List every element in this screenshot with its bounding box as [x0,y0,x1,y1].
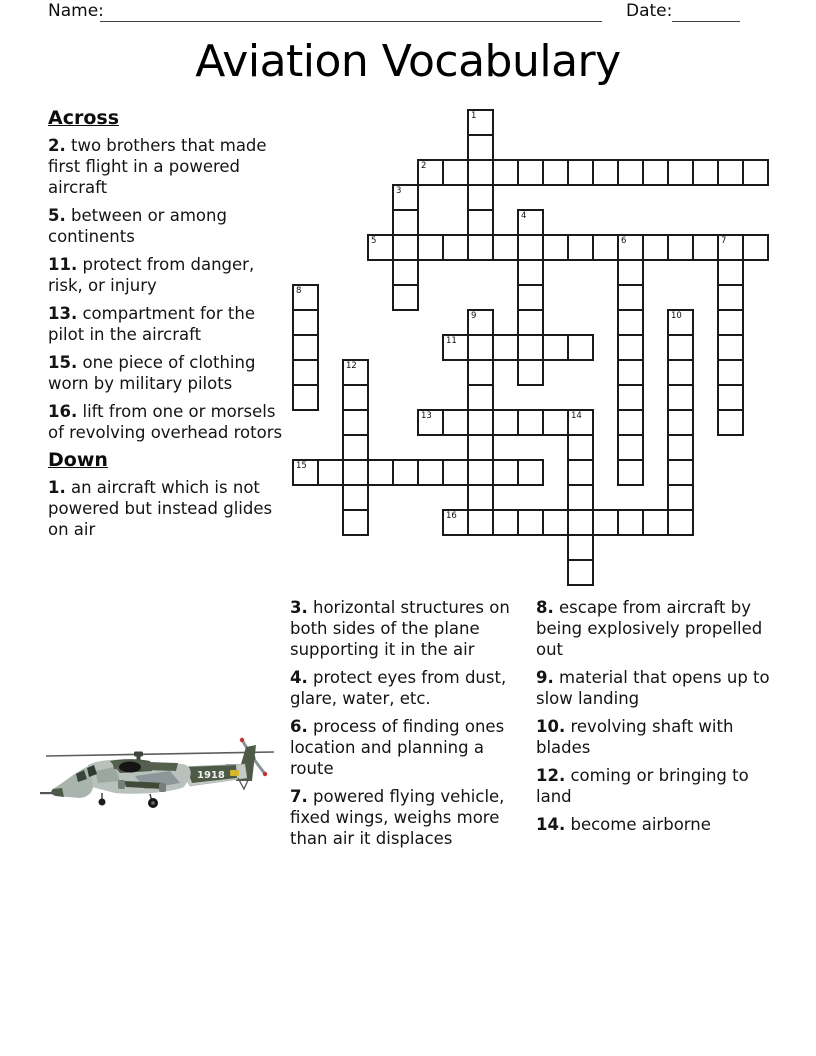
page-title: Aviation Vocabulary [195,36,621,87]
grid-cell[interactable] [717,384,744,411]
grid-cell[interactable] [492,334,519,361]
grid-cell[interactable] [517,334,544,361]
clue-down-6: 6. process of finding ones location and planning a route [290,717,505,778]
main-rotor [46,752,274,756]
grid-cell[interactable] [617,259,644,286]
clue-across-13: 13. compartment for the pilot in the aircraft [48,304,255,344]
across-clue-list [48,135,284,443]
grid-cell[interactable] [742,234,769,261]
grid-cell[interactable] [692,234,719,261]
clue-down-4: 4. protect eyes from dust, glare, water, etc. [290,668,507,708]
grid-cell[interactable] [517,359,544,386]
down-clue-column-b [536,597,774,842]
grid-cell[interactable] [492,409,519,436]
down-clue-column-a [290,597,530,856]
grid-cell[interactable] [417,159,444,186]
grid-cell[interactable] [467,484,494,511]
grid-cell[interactable] [567,509,594,536]
grid-cell[interactable] [592,234,619,261]
grid-cell[interactable] [467,434,494,461]
grid-cell[interactable] [567,234,594,261]
grid-cell[interactable] [467,134,494,161]
grid-cell[interactable] [542,509,569,536]
grid-cell[interactable] [517,284,544,311]
grid-cell[interactable] [492,509,519,536]
grid-cell[interactable] [567,559,594,586]
grid-cell[interactable] [392,459,419,486]
grid-cell[interactable] [592,509,619,536]
grid-cell[interactable] [342,409,369,436]
grid-cell[interactable] [692,159,719,186]
fuselage [88,759,191,794]
name-label: Name: [48,1,104,21]
grid-cell[interactable] [467,184,494,211]
grid-cell[interactable] [667,484,694,511]
cell-number: 9 [471,311,477,321]
clue-across-15: 15. one piece of clothing worn by military pilots [48,353,256,393]
grid-cell[interactable] [667,509,694,536]
grid-cell[interactable] [717,309,744,336]
grid-cell[interactable] [467,109,494,136]
clue-down-8: 8. escape from aircraft by being explosively propelled out [536,598,763,659]
grid-cell[interactable] [567,459,594,486]
grid-cell[interactable] [717,234,744,261]
grid-cell[interactable] [567,159,594,186]
grid-cell[interactable] [442,409,469,436]
grid-cell[interactable] [467,359,494,386]
grid-cell[interactable] [717,159,744,186]
grid-cell[interactable] [542,234,569,261]
clue-down-10: 10. revolving shaft with blades [536,717,734,757]
grid-cell[interactable] [617,359,644,386]
grid-cell[interactable] [717,409,744,436]
clue-down-14: 14. become airborne [536,815,711,834]
clue-down-7: 7. powered flying vehicle, fixed wings, weighs more than air it displaces [290,787,505,848]
grid-cell[interactable] [292,359,319,386]
grid-cell[interactable] [567,534,594,561]
grid-cell[interactable] [342,434,369,461]
grid-cell[interactable] [667,159,694,186]
grid-cell[interactable] [667,409,694,436]
cell-number: 16 [446,511,457,521]
grid-cell[interactable] [442,159,469,186]
clue-down-12: 12. coming or bringing to land [536,766,749,806]
crossword-grid [293,110,768,585]
grid-cell[interactable] [642,234,669,261]
grid-cell[interactable] [617,309,644,336]
grid-cell[interactable] [517,259,544,286]
cell-number: 10 [671,311,682,321]
cell-number: 4 [521,211,527,221]
cockpit-nose [40,765,97,798]
grid-cell[interactable] [717,359,744,386]
grid-cell[interactable] [617,234,644,261]
cell-number: 13 [421,411,432,421]
grid-cell[interactable] [717,334,744,361]
grid-cell[interactable] [667,309,694,336]
grid-cell[interactable] [592,159,619,186]
clue-down-3: 3. horizontal structures on both sides of the plane supporting it in the air [290,598,510,659]
grid-cell[interactable] [667,334,694,361]
grid-cell[interactable] [667,384,694,411]
cell-number: 2 [421,161,427,171]
down-heading: Down [48,449,108,471]
grid-cell[interactable] [392,184,419,211]
grid-cell[interactable] [517,159,544,186]
left-clue-column [48,108,284,547]
grid-cell[interactable] [342,359,369,386]
grid-cell[interactable] [717,259,744,286]
cell-number: 6 [621,236,627,246]
grid-cell[interactable] [667,234,694,261]
grid-cell[interactable] [742,159,769,186]
grid-cell[interactable] [492,159,519,186]
grid-cell[interactable] [442,234,469,261]
grid-cell[interactable] [342,459,369,486]
cell-number: 8 [296,286,302,296]
grid-cell[interactable] [667,434,694,461]
grid-cell[interactable] [567,409,594,436]
grid-cell[interactable] [517,309,544,336]
grid-cell[interactable] [342,484,369,511]
grid-cell[interactable] [542,159,569,186]
grid-cell[interactable] [392,284,419,311]
grid-cell[interactable] [617,409,644,436]
grid-cell[interactable] [567,484,594,511]
grid-cell[interactable] [292,309,319,336]
grid-cell[interactable] [567,434,594,461]
cell-number: 3 [396,186,402,196]
date-blank-line[interactable] [672,2,740,22]
emblem [230,770,239,776]
grid-cell[interactable] [417,234,444,261]
grid-cell[interactable] [417,459,444,486]
grid-cell[interactable] [492,459,519,486]
grid-cell[interactable] [467,309,494,336]
grid-cell[interactable] [617,509,644,536]
clue-down-9: 9. material that opens up to slow landing [536,668,770,708]
clue-across-11: 11. protect from danger, risk, or injury [48,255,255,295]
cell-number: 11 [446,336,457,346]
cell-number: 5 [371,236,377,246]
grid-cell[interactable] [517,234,544,261]
clue-across-5: 5. between or among continents [48,206,227,246]
cell-number: 1 [471,111,477,121]
grid-cell[interactable] [617,334,644,361]
grid-cell[interactable] [342,509,369,536]
grid-cell[interactable] [517,409,544,436]
grid-cell[interactable] [467,509,494,536]
clue-down-1: 1. an aircraft which is not powered but instead glides on air [48,478,273,539]
grid-cell[interactable] [292,334,319,361]
cell-number: 12 [346,361,357,371]
grid-cell[interactable] [667,359,694,386]
grid-cell[interactable] [517,209,544,236]
grid-cell[interactable] [367,459,394,486]
cell-number: 14 [571,411,582,421]
grid-cell[interactable] [492,234,519,261]
grid-cell[interactable] [442,509,469,536]
grid-cell[interactable] [392,209,419,236]
grid-cell[interactable] [367,234,394,261]
grid-cell[interactable] [292,384,319,411]
grid-cell[interactable] [617,159,644,186]
grid-cell[interactable] [317,459,344,486]
grid-cell[interactable] [617,284,644,311]
grid-cell[interactable] [442,334,469,361]
grid-cell[interactable] [617,384,644,411]
grid-cell[interactable] [467,159,494,186]
grid-cell[interactable] [617,459,644,486]
grid-cell[interactable] [342,384,369,411]
grid-cell[interactable] [292,284,319,311]
grid-cell[interactable] [617,434,644,461]
cell-number: 15 [296,461,307,471]
grid-cell[interactable] [517,459,544,486]
grid-cell[interactable] [517,509,544,536]
grid-cell[interactable] [467,459,494,486]
grid-cell[interactable] [667,459,694,486]
helicopter-marking: 1918 [197,770,225,781]
grid-cell[interactable] [717,284,744,311]
grid-cell[interactable] [642,509,669,536]
grid-cell[interactable] [567,334,594,361]
grid-cell[interactable] [392,259,419,286]
grid-cell[interactable] [467,234,494,261]
grid-cell[interactable] [392,234,419,261]
grid-cell[interactable] [292,459,319,486]
grid-cell[interactable] [542,334,569,361]
date-label: Date: [626,1,673,21]
clue-across-16: 16. lift from one or morsels of revolving overhead rotors [48,402,283,442]
grid-cell[interactable] [467,334,494,361]
grid-cell[interactable] [467,384,494,411]
across-heading: Across [48,107,120,129]
grid-cell[interactable] [467,409,494,436]
grid-cell[interactable] [442,459,469,486]
grid-cell[interactable] [417,409,444,436]
down-clue-list-first [48,477,284,540]
grid-cell[interactable] [542,409,569,436]
helicopter-image [40,731,280,816]
cell-number: 7 [721,236,727,246]
grid-cell[interactable] [642,159,669,186]
clue-across-2: 2. two brothers that made first flight in a powered aircraft [48,136,267,197]
name-blank-line[interactable] [100,2,602,22]
grid-cell[interactable] [467,209,494,236]
